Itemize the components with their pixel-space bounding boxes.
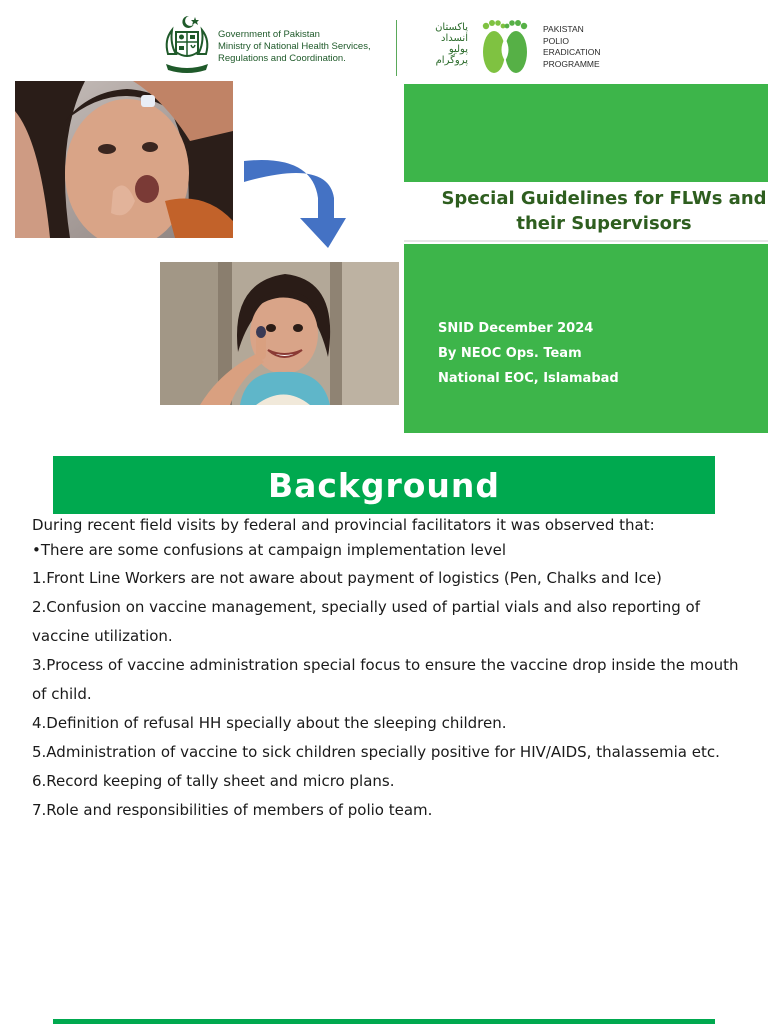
cover-title-line-2: their Supervisors: [516, 213, 692, 234]
urdu-line-3: پولیو: [448, 44, 468, 55]
background-intro: During recent field visits by federal and provincial facilitators it was observed that:: [32, 516, 655, 534]
gov-line-3: Regulations and Coordination.: [218, 53, 346, 64]
background-bullet: •There are some confusions at campaign implementation level: [32, 541, 507, 559]
government-text: [218, 29, 371, 65]
list-item: 1.Front Line Workers are not aware about payment of logistics (Pen, Chalks and Ice): [32, 569, 662, 587]
background-body: [32, 514, 742, 825]
program-line-3: ERADICATION: [543, 47, 601, 57]
polio-feet-logo: [475, 16, 535, 78]
urdu-line-2: انسداد: [441, 33, 468, 44]
curved-arrow-icon: [242, 158, 348, 250]
list-item: 2.Confusion on vaccine management, specially used of partial vials and also reporting of vaccine utilization.: [32, 598, 700, 645]
list-item: 4.Definition of refusal HH specially about the sleeping children.: [32, 714, 507, 732]
list-item: 5.Administration of vaccine to sick children specially positive for HIV/AIDS, thalassemia etc.: [32, 743, 720, 761]
urdu-line-4: پروگرام: [435, 55, 468, 66]
cover-meta-date: SNID December 2024: [438, 321, 594, 336]
program-line-4: PROGRAMME: [543, 58, 600, 69]
program-line-1: PAKISTAN: [543, 24, 584, 34]
urdu-program-text: [428, 22, 468, 66]
cover-meta-author: By NEOC Ops. Team: [438, 346, 582, 361]
vaccination-photo: [15, 81, 233, 238]
background-heading: Background: [267, 465, 501, 505]
program-name-text: [543, 24, 600, 70]
cover-title: [405, 186, 766, 236]
cover-title-strip: [404, 182, 768, 242]
list-item: 7.Role and responsibilities of members of polio team.: [32, 801, 433, 819]
list-item: 3.Process of vaccine administration special focus to ensure the vaccine drop inside the mouth of child.: [32, 656, 739, 703]
urdu-line-1: پاکستان: [435, 22, 468, 33]
gov-line-2: Ministry of National Health Services,: [218, 41, 371, 52]
cover-meta-location: National EOC, Islamabad: [438, 371, 619, 386]
child-finger-mark-photo: [160, 262, 399, 405]
program-line-2: POLIO: [543, 35, 569, 46]
cover-green-panel-top: [404, 84, 768, 182]
cover-title-line-1: Special Guidelines for FLWs and: [441, 188, 767, 209]
cover-meta: [438, 316, 619, 391]
gov-line-1: Government of Pakistan: [218, 29, 320, 40]
bottom-rule: [53, 1019, 715, 1024]
government-emblem-logo: [162, 14, 212, 76]
header-divider: [396, 20, 397, 76]
background-banner: [53, 456, 715, 514]
list-item: 6.Record keeping of tally sheet and micro plans.: [32, 772, 395, 790]
